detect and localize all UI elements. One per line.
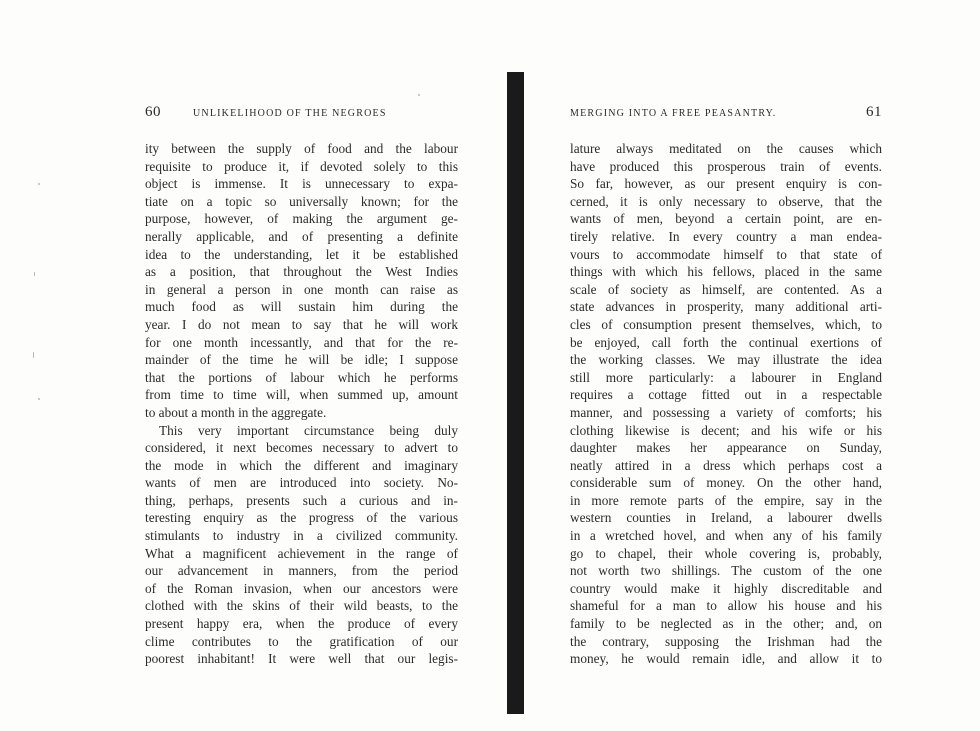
text-line: cerned, it is only necessary to observe, that the <box>570 193 882 209</box>
text-line: be enjoyed, call forth the continual exertions of <box>570 334 882 350</box>
text-line: things with which his fellows, placed in the same <box>570 264 882 280</box>
scan-speck <box>38 183 40 185</box>
text-line: So far, however, as our present enquiry is con- <box>570 176 882 192</box>
text-line: clime contributes to the gratification of our <box>145 633 458 649</box>
text-line: country would make it highly discreditable and <box>570 580 882 596</box>
right-running-head <box>570 104 882 128</box>
text-line: in a wretched hovel, and when any of his family <box>570 528 882 544</box>
text-line: that the portions of labour which he performs <box>145 369 458 385</box>
text-line: poorest inhabitant! It were well that our legis- <box>145 651 458 667</box>
text-line: much food as will sustain him during the <box>145 299 458 315</box>
text-line: the contrary, supposing the Irishman had the <box>570 633 882 649</box>
text-line: object is immense. It is unnecessary to expa- <box>145 176 458 192</box>
text-line: state advances in prosperity, many additional arti- <box>570 299 882 315</box>
text-line: the working classes. We may illustrate the idea <box>570 352 882 368</box>
left-page-number: 60 <box>145 104 161 120</box>
text-line: mainder of the time he will be idle; I suppose <box>145 352 458 368</box>
left-page <box>145 104 458 668</box>
text-line: year. I do not mean to say that he will work <box>145 316 458 332</box>
text-line: western counties in Ireland, a labourer dwells <box>570 510 882 526</box>
text-line: for one month incessantly, and that for the re- <box>145 334 458 350</box>
text-line: stimulants to industry in a civilized community. <box>145 528 458 544</box>
text-line: clothing likewise is decent; and his wife or his <box>570 422 882 438</box>
text-line: wants of men are introduced into society. No- <box>145 475 458 491</box>
text-line: lature always meditated on the causes which <box>570 141 882 156</box>
left-running-head <box>145 104 458 128</box>
right-running-title: MERGING INTO A FREE PEASANTRY. <box>570 108 777 119</box>
text-line: idea to the understanding, let it be established <box>145 246 458 262</box>
text-line: teresting enquiry as the progress of the various <box>145 510 458 526</box>
text-line: still more particularly: a labourer in England <box>570 369 882 385</box>
text-line: nerally applicable, and of presenting a definite <box>145 228 458 244</box>
text-line: as a position, that throughout the West Indies <box>145 264 458 280</box>
text-line: vours to accommodate himself to that state of <box>570 246 882 262</box>
text-line: ity between the supply of food and the labour <box>145 141 458 156</box>
text-line: cles of consumption present themselves, which, to <box>570 316 882 332</box>
text-line: manner, and possessing a variety of comforts; his <box>570 404 882 420</box>
text-line: not worth two shillings. The custom of the one <box>570 563 882 579</box>
text-line: of the Roman invasion, when our ancestors were <box>145 580 458 596</box>
text-line: requires a cottage fitted out in a respectable <box>570 387 882 403</box>
text-line: neatly attired in a dress which perhaps cost a <box>570 457 882 473</box>
text-line: shameful for a man to allow his house and his <box>570 598 882 614</box>
right-page-text <box>570 140 882 668</box>
scan-speck <box>418 94 420 96</box>
text-line: tirely relative. In every country a man endea- <box>570 228 882 244</box>
right-page <box>570 104 882 668</box>
text-line: the mode in which the different and imaginary <box>145 457 458 473</box>
text-line: thing, perhaps, presents such a curious and in- <box>145 492 458 508</box>
text-line: clothed with the skins of their wild beasts, to the <box>145 598 458 614</box>
text-line: considerable sum of money. On the other hand, <box>570 475 882 491</box>
text-line: money, he would remain idle, and allow it to <box>570 651 882 667</box>
text-line: considered, it next becomes necessary to advert to <box>145 440 458 456</box>
text-line: have produced this prosperous train of events. <box>570 158 882 174</box>
text-line: What a magnificent achievement in the range of <box>145 545 458 561</box>
text-line: purpose, however, of making the argument ge- <box>145 211 458 227</box>
text-line: from time to time will, when summed up, amount <box>145 387 458 403</box>
text-line: in more remote parts of the empire, say in the <box>570 492 882 508</box>
text-line: present happy era, when the produce of every <box>145 616 458 632</box>
text-line: wants of men, beyond a certain point, are en- <box>570 211 882 227</box>
scan-speck <box>38 398 40 400</box>
text-line: requisite to produce it, if devoted solely to this <box>145 158 458 174</box>
scan-speck <box>33 352 34 358</box>
text-line: to about a month in the aggregate. <box>145 404 327 420</box>
text-line: go to chapel, their whole covering is, probably, <box>570 545 882 561</box>
text-line: daughter makes her appearance on Sunday, <box>570 440 882 456</box>
text-line: in general a person in one month can raise as <box>145 281 458 297</box>
right-page-number: 61 <box>866 104 882 120</box>
scan-speck <box>34 272 35 276</box>
text-line: scale of society as himself, are contented. As a <box>570 281 882 297</box>
text-line: our advancement in manners, from the period <box>145 563 458 579</box>
book-gutter <box>507 72 524 714</box>
left-page-text <box>145 140 458 668</box>
text-line: family to be neglected as in the other; and, on <box>570 616 882 632</box>
text-line: This very important circumstance being duly <box>159 422 458 438</box>
left-running-title: UNLIKELIHOOD OF THE NEGROES <box>193 108 387 119</box>
text-line: tiate on a topic so universally known; for the <box>145 193 458 209</box>
